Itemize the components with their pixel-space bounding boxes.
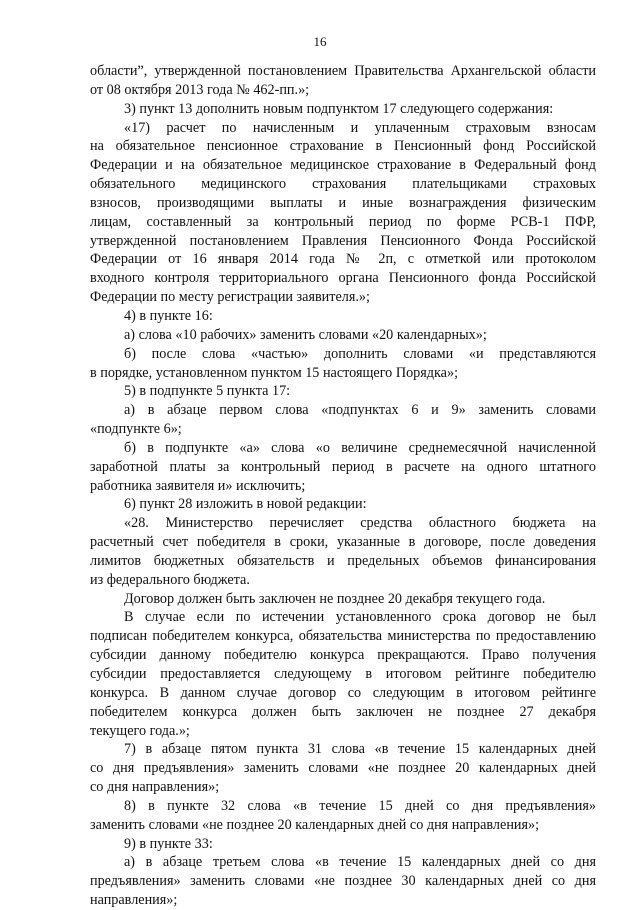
text-line: 5) в подпункте 5 пункта 17: [124,383,291,400]
paragraph [90,495,596,514]
text-line: обязательного медицинского страхования плательщиками страховых [90,176,596,193]
text-line: 3) пункт 13 дополнить новым подпунктом 17 следующего содержания: [124,100,554,117]
text-line: текущего года.»; [90,722,190,739]
text-line: 6) пункт 28 изложить в новой редакции: [124,496,367,513]
paragraph [90,382,596,401]
paragraph [90,853,596,910]
text-line: из федерального бюджета. [90,571,250,588]
text-line: «подпункте 6»; [90,421,182,438]
text-line: конкурса. В данном случае договор со следующим в итоговом рейтинге [90,684,596,701]
text-line: работника заявителя и» исключить; [90,477,306,494]
document-body [90,62,596,910]
text-line: «17) расчет по начисленным и уплаченным страховым взносам [124,119,596,136]
paragraph [90,345,596,383]
text-line: со дня предъявления» заменить словами «не позднее 20 календарных дней [90,760,596,777]
paragraph [90,835,596,854]
text-line: 4) в пункте 16: [124,307,213,324]
text-line: на обязательное пенсионное страхование в Пенсионный фонд Российской [90,138,596,155]
text-line: б) после слова «частью» дополнить словами «и представляются [124,345,596,362]
page-number: 16 [313,34,327,49]
text-line: предъявления» заменить словами «не позднее 30 календарных дней со дня [90,873,596,890]
paragraph [90,62,596,100]
paragraph [90,401,596,439]
text-line: заработной платы за контрольный период в расчете на одного штатного [90,458,596,475]
text-line: победителем конкурса должен быть заключен не позднее 27 декабря [90,703,596,720]
paragraph [90,797,596,835]
paragraph [90,590,596,609]
text-line: 7) в абзаце пятом пункта 31 слова «в течение 15 календарных дней [124,741,596,758]
paragraph [90,119,596,307]
text-line: 9) в пункте 33: [124,835,213,852]
text-line: утвержденной постановлением Правления Пенсионного Фонда Российской [90,232,596,249]
paragraph [90,307,596,326]
text-line: В случае если по истечении установленного срока договор не был [124,609,596,626]
text-line: а) слова «10 рабочих» заменить словами «20 календарных»; [124,326,487,343]
paragraph [90,740,596,797]
paragraph [90,514,596,589]
text-line: субсидии данному победителю конкурса прекращаются. Право получения [90,647,596,664]
text-line: лицам, составленный за контрольный период по форме РСВ-1 ПФР, [90,213,596,230]
text-line: «28. Министерство перечисляет средства областного бюджета на [124,515,596,532]
text-line: от 08 октября 2013 года № 462-пп.»; [90,81,310,98]
text-line: со дня направления»; [90,779,220,796]
text-line: Договор должен быть заключен не позднее 20 декабря текущего года. [124,590,546,607]
text-line: 8) в пункте 32 слова «в течение 15 дней со дня предъявления» [124,797,596,814]
paragraph [90,100,596,119]
text-line: б) в подпункте «а» слова «о величине среднемесячной начисленной [124,439,596,456]
text-line: области”, утвержденной постановлением Правительства Архангельской области [90,63,596,79]
paragraph [90,608,596,740]
text-line: заменить словами «не позднее 20 календарных дней со дня направления»; [90,816,540,833]
text-line: лимитов бюджетных обязательств и предельных объемов финансирования [90,552,596,569]
paragraph [90,439,596,496]
text-line: субсидии предоставляется следующему в итоговом рейтинге победителю [90,666,596,682]
text-line: а) в абзаце первом слова «подпунктах 6 и 9» заменить словами [124,402,596,419]
text-line: в порядке, установленном пунктом 15 настоящего Порядка»; [90,364,459,381]
text-line: взносов, производящими выплаты и иные вознаграждения физическим [90,194,596,211]
text-line: Федерации от 16 января 2014 года № 2п, с отметкой или протоколом [90,251,596,268]
text-line: направления»; [90,892,178,909]
text-line: входного контроля территориального органа Пенсионного фонда Российской [90,270,596,287]
text-line: подписан победителем конкурса, обязательства министерства по предоставлению [90,628,596,645]
paragraph [90,326,596,345]
text-line: а) в абзаце третьем слова «в течение 15 календарных дней со дня [124,854,596,871]
text-line: расчетный счет победителя в сроки, указанные в договоре, после доведения [90,534,596,551]
text-line: Федерации по месту регистрации заявителя.»; [90,289,370,306]
text-line: Федерации и на обязательное медицинское страхование в Федеральный фонд [90,157,596,174]
